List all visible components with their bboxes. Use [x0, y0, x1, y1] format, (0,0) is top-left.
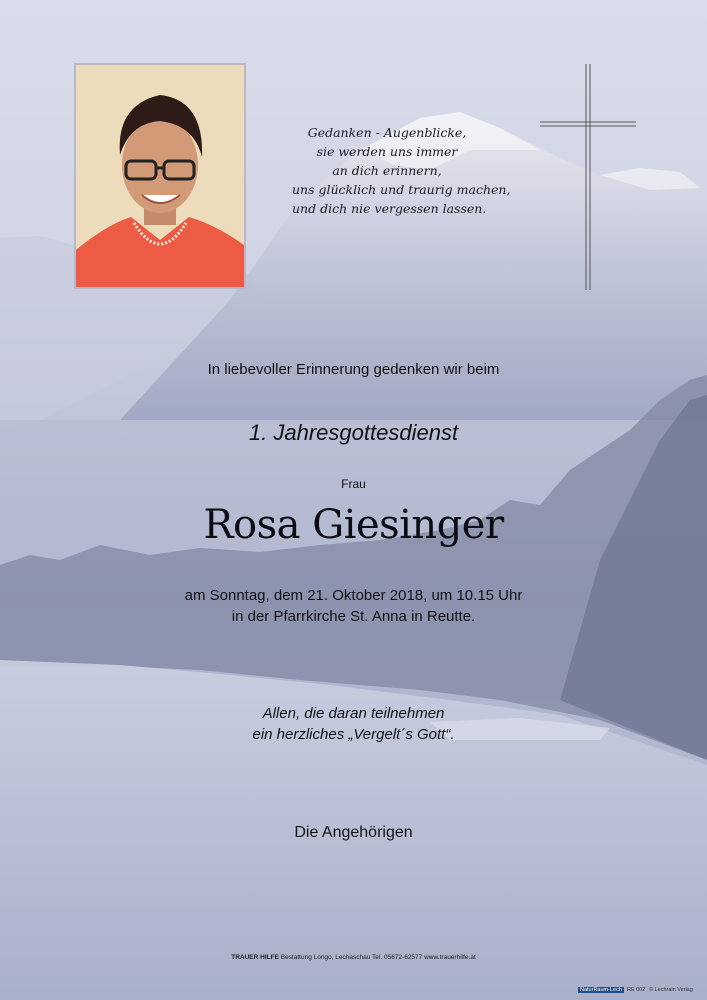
thanks-line-2: ein herzliches „Vergelt´s Gott“.	[252, 726, 455, 743]
cross-icon	[540, 64, 636, 290]
publisher-badge: © Lechrain Verlag	[649, 987, 693, 993]
footer-brand: TRAUER HILFE	[231, 954, 279, 961]
poem-line: Gedanken - Augenblicke,	[307, 125, 467, 140]
place-line: in der Pfarrkirche St. Anna in Reutte.	[231, 608, 476, 625]
salutation: Frau	[341, 477, 366, 491]
code-badge: RE 002	[627, 987, 646, 993]
portrait-photo	[74, 63, 246, 289]
deceased-name: Rosa Giesinger	[203, 502, 504, 548]
footer	[0, 954, 707, 961]
naturraum-badge: NaturRaum-Lech	[580, 987, 622, 993]
service-title: 1. Jahresgottesdienst	[248, 420, 459, 445]
poem-line: uns glücklich und traurig machen,	[292, 182, 511, 197]
date-line: am Sonntag, dem 21. Oktober 2018, um 10.15 Uhr	[184, 587, 523, 604]
poem-line: sie werden uns immer	[316, 144, 458, 159]
poem	[292, 123, 511, 218]
footer-text: Bestattung Longo, Lechaschau Tel. 05672-62577 www.trauerhilfe.at	[278, 954, 476, 961]
signature: Die Angehörigen	[294, 824, 413, 841]
poem-line: und dich nie vergessen lassen.	[292, 201, 487, 216]
intro-text: In liebevoller Erinnerung gedenken wir beim	[207, 361, 500, 378]
poem-line: an dich erinnern,	[332, 163, 442, 178]
thanks-line-1: Allen, die daran teilnehmen	[262, 705, 445, 722]
